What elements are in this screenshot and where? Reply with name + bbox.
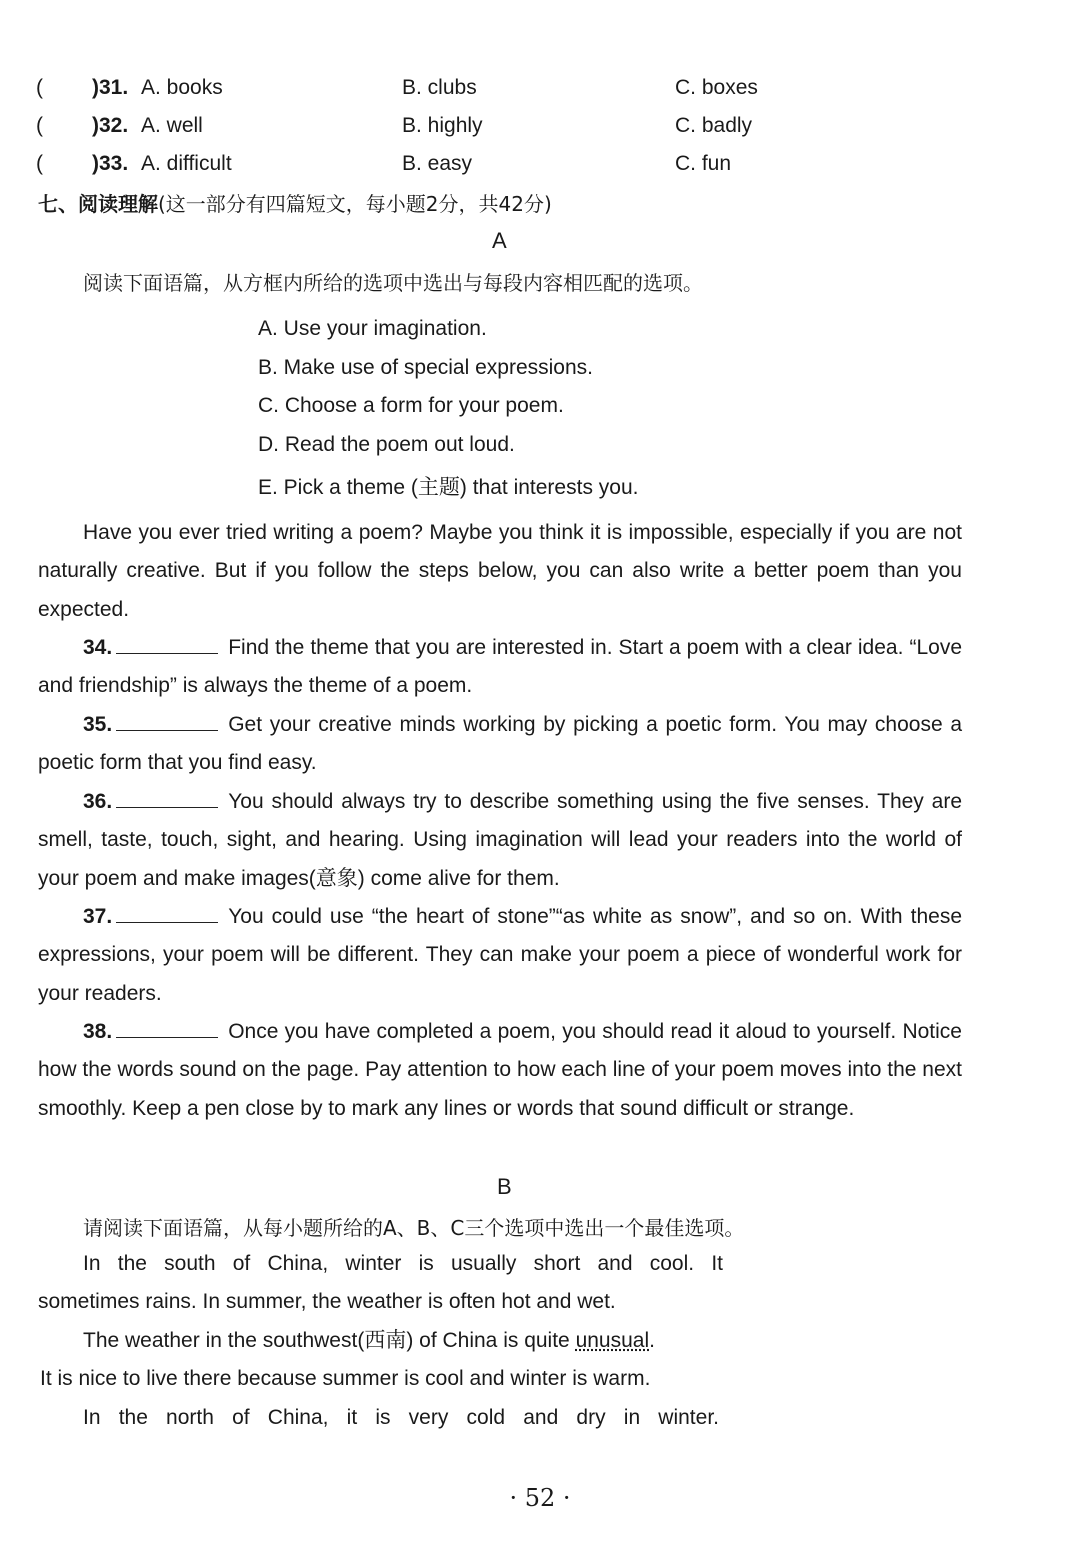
item-number: 37.	[83, 905, 113, 928]
part-a-letter: A	[492, 228, 507, 253]
item-text: Find the theme that you are interested in. Start a poem with a clear idea. “Love and friendship” is always the theme of a poem.	[38, 636, 962, 698]
answer-blank[interactable]	[116, 631, 218, 654]
answer-blank[interactable]	[116, 900, 218, 923]
option-b: B. highly	[402, 114, 483, 137]
item-number: 36.	[83, 790, 113, 813]
item-number: 35.	[83, 713, 113, 736]
part-a-intro: Have you ever tried writing a poem? Maybe you think it is impossible, especially if you are not naturally creative. But if you follow the steps below, you can also write a better poem than you expected.	[38, 521, 962, 621]
option-item: B. Make use of special expressions.	[258, 356, 593, 379]
part-b-p3-line1: In the north of China, it is very cold and dry in winter.	[83, 1406, 719, 1429]
item-36	[38, 783, 962, 898]
item-text: You could use “the heart of stone”“as white as snow”, and so on. With these expressions, your poem will be different. They can make your poem a piece of wonderful work for your readers.	[38, 905, 962, 1005]
option-c: C. badly	[675, 114, 753, 137]
item-37	[38, 898, 962, 1013]
question-number: )31.	[92, 76, 129, 99]
section-heading	[38, 188, 552, 217]
item-number: 38.	[83, 1020, 113, 1043]
text-segment: .	[649, 1329, 655, 1352]
item-text: Get your creative minds working by picking a poetic form. You may choose a poetic form that you find easy.	[38, 713, 962, 775]
question-number: )32.	[92, 114, 129, 137]
part-b-p2-line2: It is nice to live there because summer is cool and winter is warm.	[40, 1367, 651, 1390]
answer-paren: (	[36, 114, 43, 137]
option-item: D. Read the poem out loud.	[258, 433, 515, 456]
section-title: 七、阅读理解	[38, 192, 158, 216]
part-b-p2-line1	[83, 1328, 655, 1354]
part-b-letter: B	[497, 1174, 512, 1199]
answer-paren: (	[36, 76, 43, 99]
option-a: A. books	[141, 76, 223, 99]
part-b-p1-line2: sometimes rains. In summer, the weather is often hot and wet.	[38, 1290, 616, 1313]
option-a: A. difficult	[141, 152, 232, 175]
item-38	[38, 1013, 962, 1128]
underlined-word: unusual	[575, 1329, 650, 1352]
item-34	[38, 629, 962, 706]
question-number: )33.	[92, 152, 129, 175]
option-b: B. easy	[402, 152, 473, 175]
option-b: B. clubs	[402, 76, 477, 99]
option-item: C. Choose a form for your poem.	[258, 394, 564, 417]
item-number: 34.	[83, 636, 113, 659]
option-c: C. boxes	[675, 76, 758, 99]
answer-blank[interactable]	[116, 785, 218, 808]
option-c: C. fun	[675, 152, 732, 175]
part-b-instruction: 请阅读下面语篇，从每小题所给的A、B、C三个选项中选出一个最佳选项。	[83, 1216, 745, 1240]
text-segment: The weather in the southwest(西南) of China is quite	[83, 1329, 576, 1352]
option-item: E. Pick a theme (主题) that interests you.	[258, 476, 639, 499]
option-a: A. well	[141, 114, 203, 137]
part-b-p1-line1: In the south of China, winter is usually short and cool. It	[83, 1252, 723, 1275]
section-note: (这一部分有四篇短文，每小题2分，共42分)	[158, 192, 552, 216]
answer-blank[interactable]	[116, 1015, 218, 1038]
answer-blank[interactable]	[116, 708, 218, 731]
answer-paren: (	[36, 152, 43, 175]
item-text: Once you have completed a poem, you should read it aloud to yourself. Notice how the words sound on the page. Pay attention to how each line of your poem moves into the next smoothly. Keep a pen close by to mark any lines or words that sound difficult or strange.	[38, 1020, 962, 1120]
part-a-instruction: 阅读下面语篇，从方框内所给的选项中选出与每段内容相匹配的选项。	[83, 271, 703, 295]
option-item: A. Use your imagination.	[258, 317, 487, 340]
page-number: · 52 ·	[509, 1484, 571, 1512]
item-35	[38, 706, 962, 783]
item-text: You should always try to describe something using the five senses. They are smell, taste, touch, sight, and hearing. Using imagination will lead your readers into the world of your poem and make images(意象) come alive for them.	[38, 790, 962, 890]
